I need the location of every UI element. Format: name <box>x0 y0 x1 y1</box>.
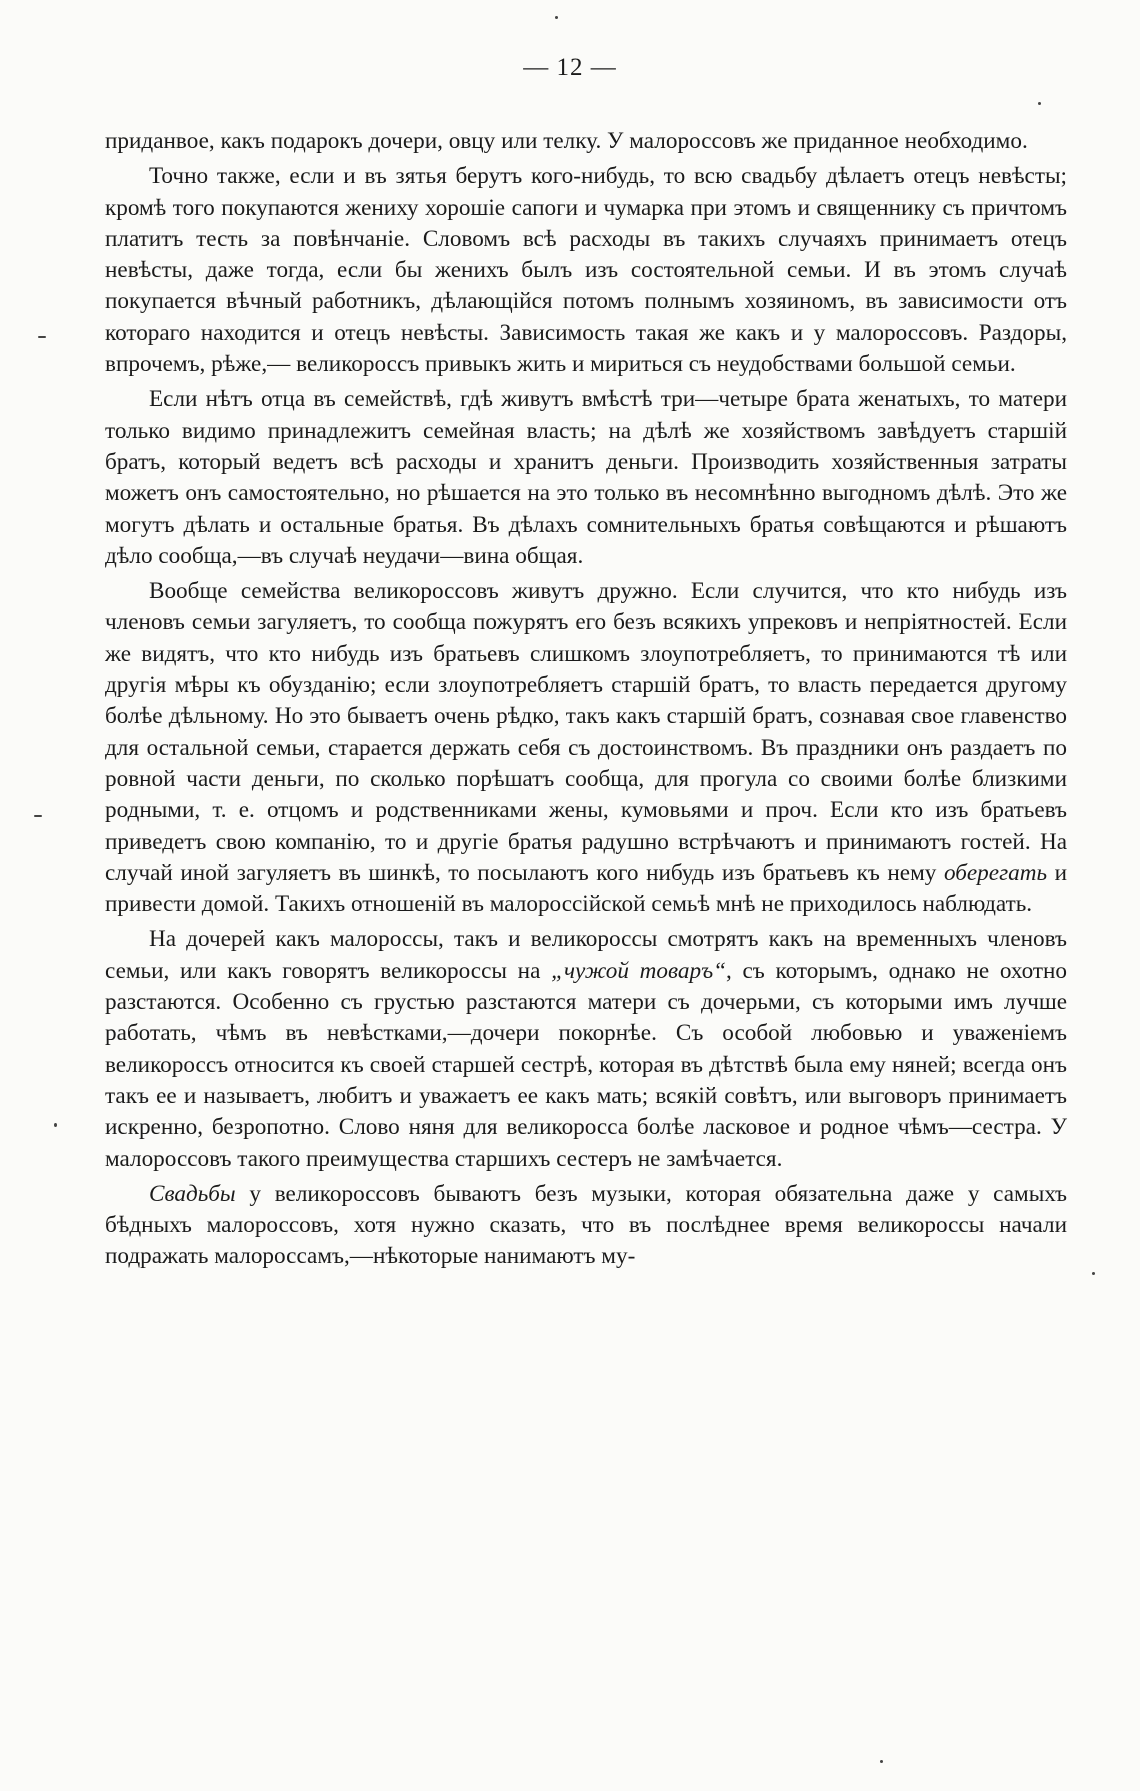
body-text <box>105 126 1067 1277</box>
paragraph-3-text: Если нѣтъ отца въ семействѣ, гдѣ живутъ вмѣстѣ три—четыре брата женатыхъ, то матери только видимо принадлежитъ семейная власть; на дѣлѣ же хозяйствомъ завѣдуетъ старшій братъ, который ведетъ всѣ расходы и хранитъ деньги. Производить хозяйственныя затраты можетъ онъ самостоятельно, но рѣшается на это только въ несомнѣнно выгодномъ дѣлѣ. Это же могутъ дѣлать и остальные братья. Въ дѣлахъ сомнительныхъ братья совѣщаются и рѣшаютъ дѣло сообща,—въ случаѣ неудачи—вина общая. <box>105 386 1067 569</box>
paragraph-4-text: Вообще семейства великороссовъ живутъ дружно. Если случится, что кто нибудь изъ членовъ семьи загуляетъ, то сообща пожурятъ его безъ всякихъ упрековъ и непріятностей. Если же видятъ, что кто нибудь изъ братьевъ слишкомъ злоупотребляетъ, то принимаются тѣ или другія мѣры къ обузданію; если злоупотребляетъ старшій братъ, то власть передается другому болѣе дѣльному. Но это бываетъ очень рѣдко, такъ какъ старшій братъ, сознавая свое главенство для остальной семьи, старается держать себя съ достоинствомъ. Въ праздники онъ раздаетъ по ровной части деньги, по сколько порѣшатъ сообща, для прогула со своими болѣе близкими родными, т. е. отцомъ и родственниками жены, кумовьями и проч. Если кто изъ братьевъ приведетъ свою компанію, то и другіе братья радушно встрѣчаютъ и принимаютъ гостей. На случай иной загуляетъ въ шинкѣ, то посылаютъ кого нибудь изъ братьевъ къ нему <box>105 578 1067 886</box>
page-number: — 12 — <box>523 54 617 81</box>
paragraph-2-text: Точно также, если и въ зятья берутъ кого-нибудь, то всю свадьбу дѣлаетъ отецъ невѣсты; кромѣ того покупаются жениху хорошіе сапоги и чумарка при этомъ и священнику съ причтомъ платитъ тесть за повѣнчаніе. Словомъ всѣ расходы въ такихъ случаяхъ принимаетъ отецъ невѣсты, даже тогда, если бы женихъ былъ изъ состоятельной семьи. И въ этомъ случаѣ покупается вѣчный работникъ, дѣлающійся потомъ полнымъ хозяиномъ, въ зависимости отъ котораго находится и отецъ невѣсты. Зависимость такая же какъ и у малороссовъ. Раздоры, впрочемъ, рѣже,— великороссъ привыкъ жить и мириться съ неудобствами большой семьи. <box>105 163 1067 378</box>
paragraph-6-text: у великороссовъ бываютъ безъ музыки, которая обязательна даже у самыхъ бѣдныхъ малороссовъ, хотя нужно сказать, что въ послѣднее время великороссы начали подражать малороссамъ,—нѣкоторые нанимаютъ му- <box>105 1180 1067 1270</box>
scan-speck <box>1038 102 1041 105</box>
scan-speck <box>880 1760 883 1763</box>
scan-speck <box>1092 1272 1095 1275</box>
paragraph-1 <box>105 126 1067 157</box>
paragraph-3 <box>105 384 1067 572</box>
paragraph-4-tail: и привести домой. Такихъ отношеній въ малороссійской семьѣ мнѣ не приходилось наблюдать. <box>105 859 1067 918</box>
paragraph-4 <box>105 576 1067 920</box>
paragraph-4-italic: оберегать <box>943 859 1048 886</box>
paragraph-6 <box>105 1179 1067 1273</box>
scan-speck <box>54 1123 57 1127</box>
paragraph-1-text: приданвое, какъ подарокъ дочери, овцу или телку. У малороссовъ же приданное необходимо. <box>105 128 1028 154</box>
scan-speck <box>38 336 46 338</box>
paragraph-5-text: На дочерей какъ малороссы, такъ и великороссы смотрятъ какъ на временныхъ членовъ семьи, или какъ говорятъ великороссы на <box>105 926 1067 984</box>
scan-speck <box>555 16 558 19</box>
paragraph-2 <box>105 161 1067 380</box>
paragraph-5-italic: „чужой товаръ“ <box>551 957 727 984</box>
paragraph-6-italic: Свадьбы <box>149 1180 236 1207</box>
scan-speck <box>34 815 42 817</box>
paragraph-5 <box>105 924 1067 1174</box>
paragraph-5-tail: , съ которымъ, однако не охотно разстаются. Особенно съ грустью разстаются матери съ дочерьми, съ которыми имъ лучше работать, чѣмъ въ невѣстками,—дочери покорнѣе. Съ особой любовью и уваженіемъ великороссъ относится къ своей старшей сестрѣ, которая въ дѣтствѣ была ему няней; всегда онъ такъ ее и называетъ, любитъ и уважаетъ ее какъ мать; всякій совѣтъ, или выговоръ принимаетъ искренно, безропотно. Слово няня для великоросса болѣе ласковое и родное чѣмъ—сестра. У малороссовъ такого преимущества старшихъ сестеръ не замѣчается. <box>105 957 1068 1172</box>
